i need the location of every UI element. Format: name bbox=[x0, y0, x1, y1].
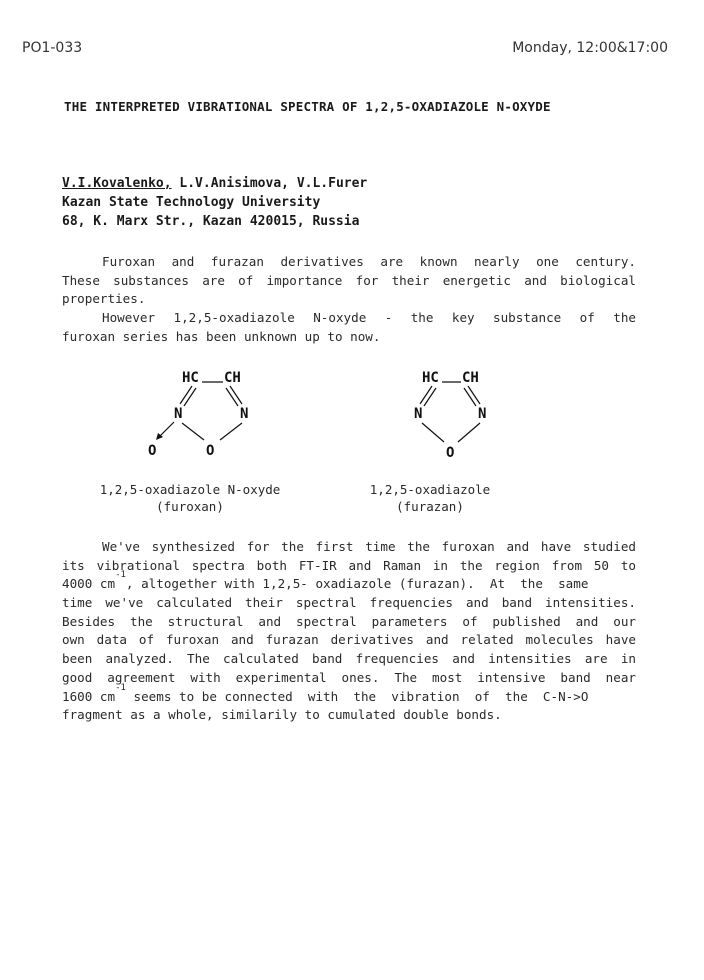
superscript: -1 bbox=[115, 682, 126, 693]
caption-name: 1,2,5-oxadiazole bbox=[369, 482, 491, 497]
author-1: V.I.Kovalenko, bbox=[62, 176, 172, 191]
cn-double-bond bbox=[420, 386, 432, 404]
body-line bbox=[62, 682, 636, 707]
body-line: its vibrational spectra both FT-IR and Raman in the region from 50 to bbox=[62, 557, 636, 573]
address: 68, K. Marx Str., Kazan 420015, Russia bbox=[62, 214, 360, 229]
intro-line: furoxan series has been unknown up to now. bbox=[62, 328, 381, 344]
intro-paragraph bbox=[62, 253, 636, 346]
author-3: V.L.Furer bbox=[296, 176, 368, 191]
cn-double-bond bbox=[230, 386, 242, 404]
body-line: We've synthesized for the first time the furoxan and have studied bbox=[102, 539, 636, 554]
ring-oxygen-label: O bbox=[206, 443, 215, 459]
n-right-label: N bbox=[478, 406, 487, 422]
body-text: seems to be connected with the vibration of the C-N->O bbox=[125, 688, 589, 704]
caption-name: 1,2,5-oxadiazole N-oxyde bbox=[99, 482, 281, 497]
intro-line: Furoxan and furazan derivatives are known nearly one century. bbox=[102, 254, 636, 269]
caption-common-name: (furazan) bbox=[396, 499, 464, 514]
body-text: , altogether with 1,2,5- oxadiazole (furazan). At the same bbox=[125, 576, 589, 592]
session-time: Monday, 12:00&17:00 bbox=[512, 40, 668, 56]
body-paragraph bbox=[62, 538, 636, 725]
n-left-label: N bbox=[174, 406, 183, 422]
furoxan-structure bbox=[130, 362, 280, 467]
caption-common-name: (furoxan) bbox=[156, 499, 224, 514]
superscript: -1 bbox=[115, 570, 126, 581]
intro-line: However 1,2,5-oxadiazole N-oxyde - the key substance of the bbox=[102, 310, 636, 326]
body-line: been analyzed. The calculated band frequencies and intensities are in bbox=[62, 651, 636, 667]
no-bond bbox=[458, 423, 480, 442]
no-bond bbox=[182, 423, 204, 440]
ch-left-label: HC bbox=[422, 370, 439, 386]
intro-line: These substances are of importance for their energetic and biological bbox=[62, 272, 636, 288]
body-line: good agreement with experimental ones. The most intensive band near bbox=[62, 669, 636, 685]
ch-left-label: HC bbox=[182, 370, 199, 386]
n-right-label: N bbox=[240, 406, 249, 422]
author-2: L.V.Anisimova, bbox=[179, 176, 289, 191]
exo-oxygen-label: O bbox=[148, 443, 157, 459]
body-line bbox=[62, 570, 636, 594]
intro-line: properties. bbox=[62, 291, 146, 307]
ch-right-label: CH bbox=[224, 370, 241, 386]
body-line: Besides the structural and spectral parameters of published and our bbox=[62, 613, 636, 629]
paper-title: THE INTERPRETED VIBRATIONAL SPECTRA OF 1,2,5-OXADIAZOLE N-OXYDE bbox=[64, 99, 551, 114]
furoxan-caption bbox=[80, 482, 300, 514]
body-line: own data of furoxan and furazan derivatives and related molecules have bbox=[62, 632, 636, 648]
body-text: 4000 cm bbox=[62, 576, 116, 592]
body-line: fragment as a whole, similarily to cumulated double bonds. bbox=[62, 707, 502, 723]
cn-double-bond bbox=[180, 386, 192, 404]
body-line: time we've calculated their spectral frequencies and band intensities. bbox=[62, 595, 636, 611]
institution: Kazan State Technology University bbox=[62, 195, 321, 210]
poster-code: PO1-033 bbox=[22, 40, 83, 56]
cn-double-bond bbox=[468, 386, 480, 404]
ch-right-label: CH bbox=[462, 370, 479, 386]
no-bond bbox=[220, 423, 242, 440]
no-bond bbox=[422, 423, 444, 442]
furazan-caption bbox=[330, 482, 530, 514]
ring-oxygen-label: O bbox=[446, 445, 455, 461]
n-left-label: N bbox=[414, 406, 423, 422]
body-text: 1600 cm bbox=[62, 688, 116, 704]
furazan-structure bbox=[372, 362, 522, 467]
author-list bbox=[62, 176, 367, 191]
